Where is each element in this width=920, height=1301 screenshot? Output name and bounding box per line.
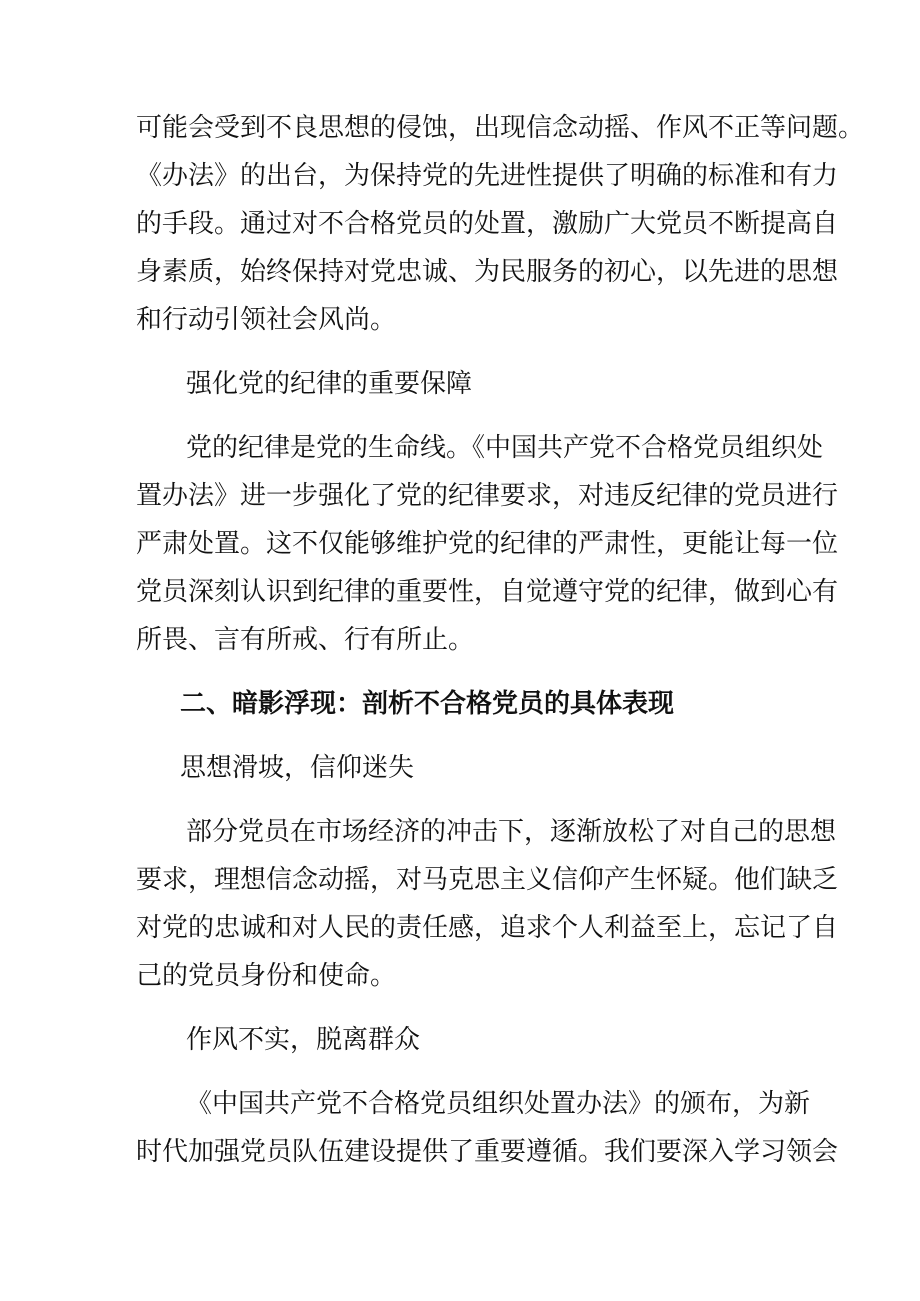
section-subheading: 思想滑坡，信仰迷失 — [180, 753, 415, 783]
paragraph-line: 要求，理想信念动摇，对马克思主义信仰产生怀疑。他们缺乏 — [136, 865, 839, 895]
section-heading: 二、暗影浮现：剖析不合格党员的具体表现 — [180, 689, 675, 719]
paragraph-line: 部分党员在市场经济的冲击下，逐渐放松了对自己的思想 — [186, 817, 837, 847]
paragraph-line: 置办法》进一步强化了党的纪律要求，对违反纪律的党员进行 — [136, 481, 839, 511]
paragraph-line: 严肃处置。这不仅能够维护党的纪律的严肃性，更能让每一位 — [136, 529, 839, 559]
paragraph-line: 身素质，始终保持对党忠诚、为民服务的初心，以先进的思想 — [136, 257, 839, 287]
paragraph-line: 时代加强党员队伍建设提供了重要遵循。我们要深入学习领会 — [136, 1137, 839, 1167]
paragraph-line: 对党的忠诚和对人民的责任感，追求个人利益至上，忘记了自 — [136, 913, 839, 943]
paragraph-line: 党的纪律是党的生命线。《中国共产党不合格党员组织处 — [186, 433, 824, 463]
section-subheading: 强化党的纪律的重要保障 — [186, 369, 473, 399]
paragraph-line: 可能会受到不良思想的侵蚀，出现信念动摇、作风不正等问题。 — [136, 113, 865, 143]
paragraph-line: 所畏、言有所戒、行有所止。 — [136, 625, 475, 655]
paragraph-line: 《中国共产党不合格党员组织处置办法》的颁布，为新 — [186, 1089, 811, 1119]
paragraph-line: 和行动引领社会风尚。 — [136, 305, 397, 335]
paragraph-line: 党员深刻认识到纪律的重要性，自觉遵守党的纪律，做到心有 — [136, 577, 839, 607]
paragraph-line: 的手段。通过对不合格党员的处置，激励广大党员不断提高自 — [136, 209, 839, 239]
paragraph-line: 己的党员身份和使命。 — [136, 961, 397, 991]
paragraph-line: 《办法》的出台，为保持党的先进性提供了明确的标准和有力 — [136, 161, 839, 191]
section-subheading: 作风不实，脱离群众 — [186, 1025, 421, 1055]
